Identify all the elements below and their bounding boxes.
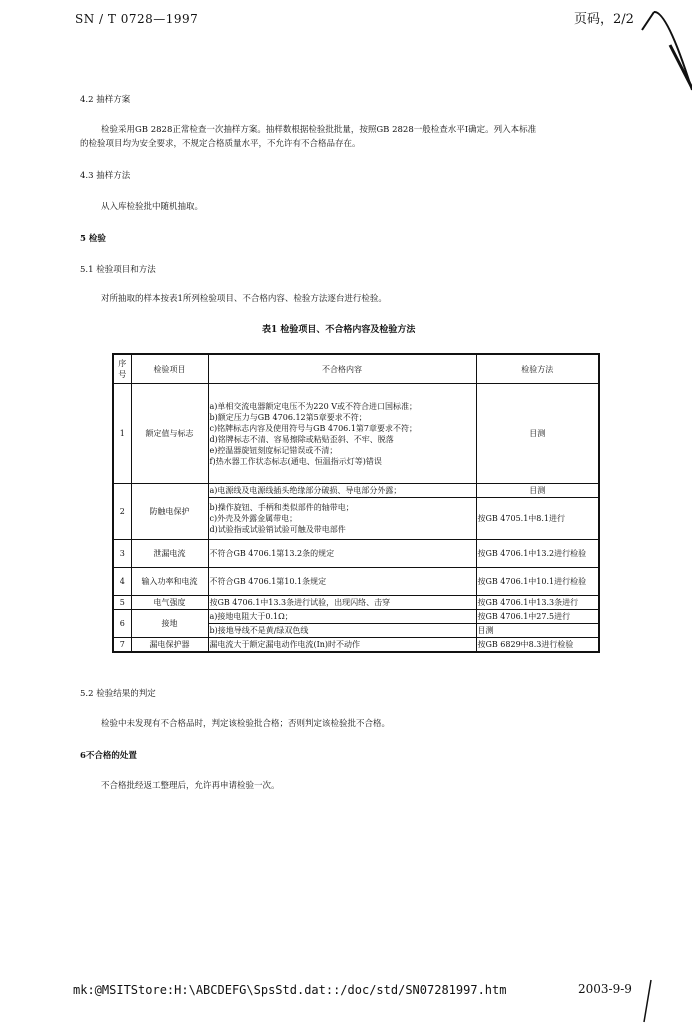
content-line: c)铭牌标志内容及使用符号与GB 4706.1第7章要求不符；: [209, 423, 417, 433]
section-5-heading: 5 检验: [80, 234, 106, 244]
row-no: 1: [113, 384, 131, 484]
row-no: 7: [113, 638, 131, 653]
table-header-row: [113, 354, 599, 384]
section-4-2-line1: 检验采用GB 2828正常检查一次抽样方案。抽样数根据检验批批量，按照GB 2828一般检查水平Ⅰ确定。列入本标准: [101, 125, 537, 135]
section-5-2-body: 检验中未发现有不合格品时，判定该检验批合格；否则判定该检验批不合格。: [101, 719, 391, 729]
row-method: 目测: [476, 384, 599, 484]
page-edge-mark: [640, 978, 654, 1024]
section-4-3-heading: 4.3 抽样方法: [80, 171, 131, 181]
row-item: 漏电保护器: [131, 638, 208, 653]
row-content: 不符合GB 4706.1第10.1条规定: [208, 568, 476, 596]
row-content: [208, 384, 476, 484]
content-line: a)单相交流电器额定电压不为220 V或不符合进口国标准；: [209, 401, 417, 411]
table-caption: 表1 检验项目、不合格内容及检验方法: [262, 325, 416, 335]
row-method: 按GB 4706.1中13.3条进行: [476, 596, 599, 610]
row-no: 6: [113, 610, 131, 638]
row-no: 2: [113, 484, 131, 540]
section-5-1-body: 对所抽取的样本按表1所列检验项目、不合格内容、检验方法逐台进行检验。: [101, 294, 387, 304]
row-item: 泄漏电流: [131, 540, 208, 568]
table-row: [113, 540, 599, 568]
row-content: [208, 498, 476, 540]
row-method: 按GB 4706.1中10.1进行检验: [476, 568, 599, 596]
content-line: b)额定压力与GB 4706.12第5章要求不符；: [209, 412, 367, 422]
section-5-1-heading: 5.1 检验项目和方法: [80, 265, 156, 275]
row-content: a)接地电阻大于0.1Ω；: [208, 610, 476, 624]
header-no: 序号: [113, 354, 131, 384]
row-item: 接地: [131, 610, 208, 638]
table-row: [113, 610, 599, 624]
section-4-2-heading: 4.2 抽样方案: [80, 95, 131, 105]
row-method: 按GB 4706.1中13.2进行检验: [476, 540, 599, 568]
inspection-table: [112, 353, 600, 653]
footer-source-path: mk:@MSITStore:H:\ABCDEFG\SpsStd.dat::/doc/std/SN07281997.htm: [73, 983, 507, 997]
footer-date: 2003-9-9: [578, 982, 632, 996]
row-content: a)电源线及电源线插头绝缘部分破损、导电部分外露；: [208, 484, 476, 498]
row-item: 额定值与标志: [131, 384, 208, 484]
row-no: 5: [113, 596, 131, 610]
row-item: 电气强度: [131, 596, 208, 610]
table-row: [113, 568, 599, 596]
content-line: d)铭牌标志不清、容易擦除或粘贴歪斜、不牢、脱落: [209, 434, 394, 444]
table-row: [113, 596, 599, 610]
content-line: b)操作旋钮、手柄和类似部件的轴带电；: [209, 503, 354, 512]
section-4-3-body: 从入库检验批中随机抽取。: [101, 202, 204, 212]
header-method: 检验方法: [476, 354, 599, 384]
table-row: [113, 638, 599, 653]
row-item: 输入功率和电流: [131, 568, 208, 596]
section-6-heading: 6不合格的处置: [80, 751, 137, 761]
row-item: 防触电保护: [131, 484, 208, 540]
section-5-2-heading: 5.2 检验结果的判定: [80, 689, 156, 699]
row-content: 按GB 4706.1中13.3条进行试验，出现闪络、击穿: [208, 596, 476, 610]
content-line: d)试验指或试验销试验可触及带电部件: [209, 525, 346, 534]
row-content: 不符合GB 4706.1第13.2条的规定: [208, 540, 476, 568]
row-method: 目测: [476, 624, 599, 638]
row-content: 漏电流大于额定漏电动作电流(In)时不动作: [208, 638, 476, 653]
row-no: 3: [113, 540, 131, 568]
content-line: c)外壳及外露金属带电；: [209, 514, 298, 523]
table-row: [113, 384, 599, 484]
content-line: e)控温器旋钮刻度标记错误或不清；: [209, 445, 338, 455]
row-method: 按GB 4706.1中27.5进行: [476, 610, 599, 624]
row-no: 4: [113, 568, 131, 596]
row-method: 按GB 6829中8.3进行检验: [476, 638, 599, 653]
section-4-2-line2: 的检验项目均为安全要求，不规定合格质量水平，不允许有不合格品存在。: [80, 139, 361, 149]
page-curl-mark: [612, 0, 692, 95]
page-number: 页码，2/2: [574, 12, 634, 27]
standard-number: SN / T 0728—1997: [75, 12, 199, 26]
row-method: 目测: [476, 484, 599, 498]
header-item: 检验项目: [131, 354, 208, 384]
row-content: b)接地导线不是黄/绿双色线: [208, 624, 476, 638]
section-6-body: 不合格批经返工整理后，允许再申请检验一次。: [101, 781, 280, 791]
header-content: 不合格内容: [208, 354, 476, 384]
row-method: 按GB 4705.1中8.1进行: [476, 498, 599, 540]
content-line: f)热水器工作状态标志(通电、恒温指示灯等)错误: [209, 456, 382, 466]
table-row: [113, 484, 599, 498]
